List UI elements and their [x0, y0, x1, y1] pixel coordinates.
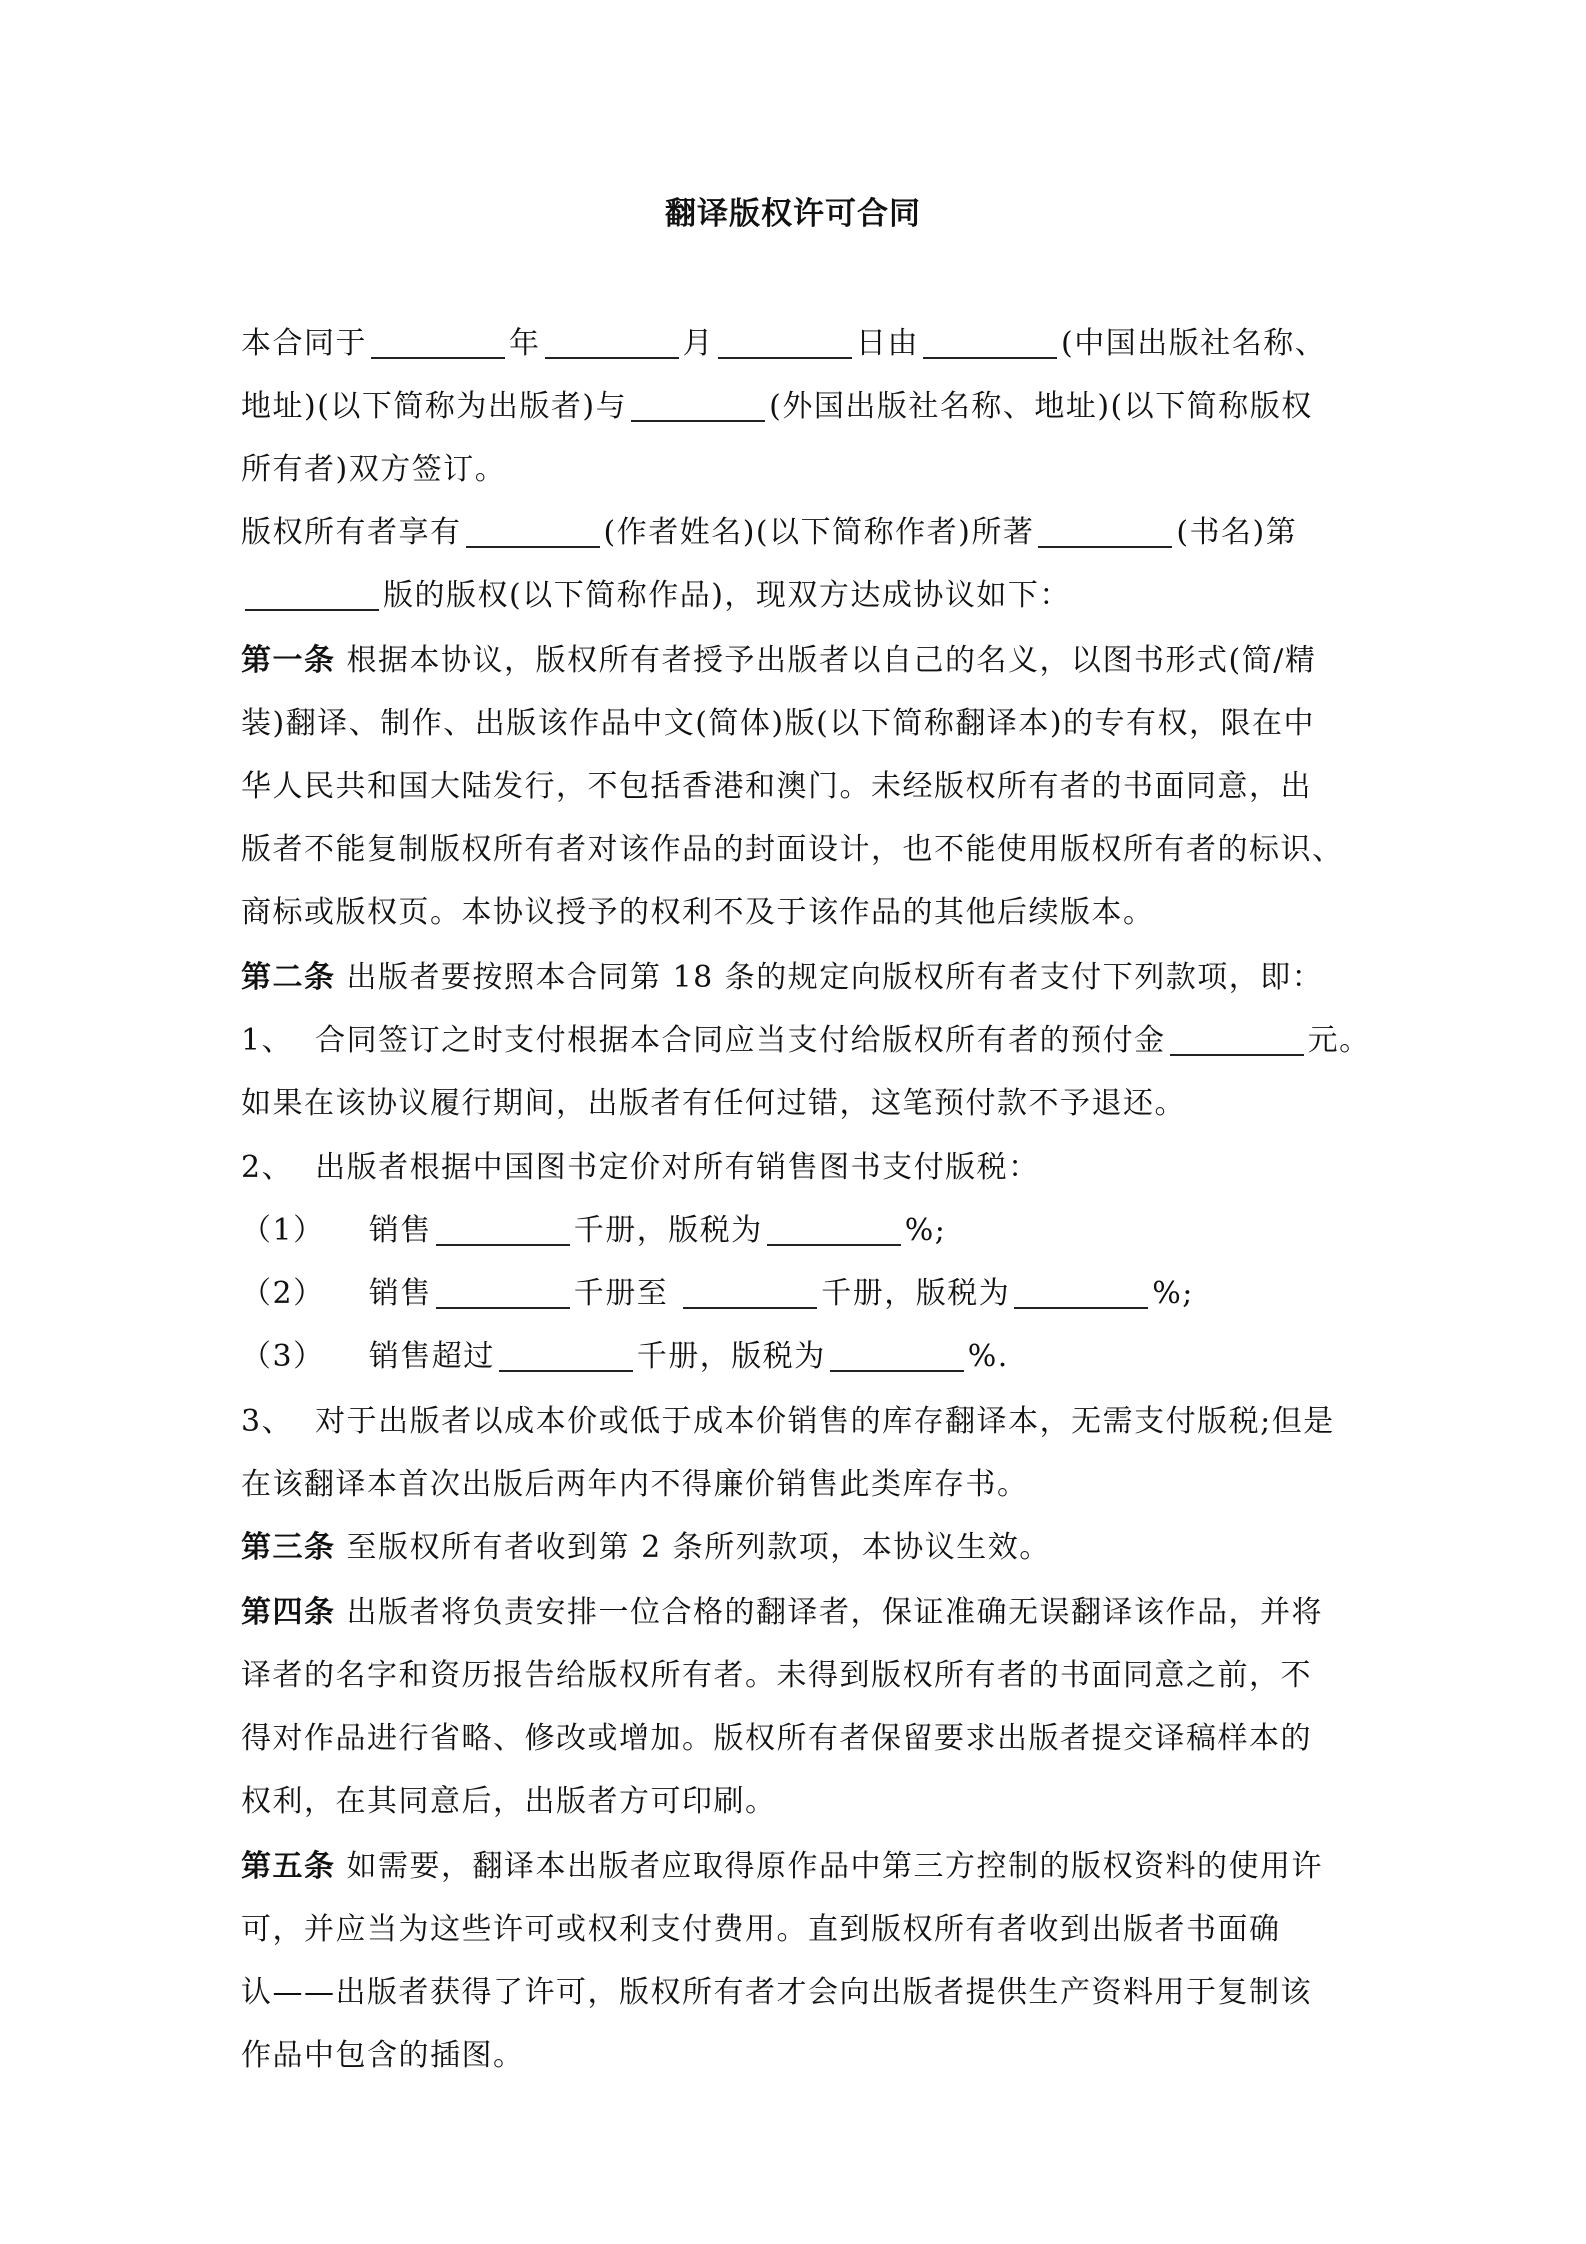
text-line [241, 1908, 1281, 1952]
text-segment: 3、 对于出版者以成本价或低于成本价销售的库存翻译本，无需支付版税;但是 [241, 1404, 1335, 1439]
text-line [241, 1717, 1312, 1761]
text-segment: 译者的名字和资历报告给版权所有者。未得到版权所有者的书面同意之前，不 [241, 1658, 1312, 1693]
text-line [241, 2034, 525, 2078]
blank-field[interactable] [767, 1214, 901, 1246]
text-line [241, 702, 1315, 746]
document-title: 翻译版权许可合同 [665, 196, 921, 232]
text-segment: 在该翻译本首次出版后两年内不得廉价销售此类库存书。 [241, 1467, 1029, 1502]
text-segment: 至版权所有者收到第 2 条所列款项，本协议生效。 [335, 1530, 1051, 1565]
blank-field[interactable] [1170, 1024, 1304, 1056]
text-segment: 千册至 [573, 1276, 680, 1311]
article-heading: 第四条 [241, 1595, 336, 1630]
text-segment: 如果在该协议履行期间，出版者有任何过错，这笔预付款不予退还。 [241, 1086, 1186, 1121]
text-segment: 根据本协议，版权所有者授予出版者以自己的名义，以图书形式(简/精 [335, 643, 1317, 678]
text-segment: %; [1152, 1276, 1194, 1311]
article-heading: 第一条 [241, 643, 336, 678]
blank-field[interactable] [830, 1340, 964, 1372]
text-segment: 可，并应当为这些许可或权利支付费用。直到版权所有者收到出版者书面确 [241, 1912, 1281, 1947]
text-line [241, 1272, 1194, 1316]
blank-field[interactable] [436, 1214, 570, 1246]
text-line [241, 1526, 1051, 1570]
text-line [241, 574, 1071, 618]
blank-field[interactable] [923, 327, 1057, 359]
text-line [241, 828, 1344, 872]
text-segment: 商标或版权页。本协议授予的权利不及于该作品的其他后续版本。 [241, 895, 1155, 930]
blank-field[interactable] [466, 516, 600, 548]
text-segment: 版者不能复制版权所有者对该作品的封面设计，也不能使用版权所有者的标识、 [241, 832, 1344, 867]
text-segment: 年 [509, 326, 541, 361]
text-segment: 所有者)双方签订。 [241, 452, 507, 487]
text-line [241, 1845, 1323, 1889]
text-segment: (作者姓名)(以下简称作者)所著 [603, 515, 1035, 550]
text-segment: 月 [682, 326, 714, 361]
text-segment: %. [967, 1339, 1009, 1374]
text-segment: 元。 [1307, 1023, 1371, 1058]
text-line [241, 448, 506, 492]
text-segment: 2、 出版者根据中国图书定价对所有销售图书支付版税： [241, 1150, 1040, 1185]
blank-field[interactable] [1014, 1277, 1148, 1309]
text-segment: 华人民共和国大陆发行，不包括香港和澳门。未经版权所有者的书面同意，出 [241, 769, 1312, 804]
blank-field[interactable] [371, 327, 505, 359]
text-segment: %; [904, 1213, 947, 1248]
text-line [241, 891, 1155, 935]
blank-field[interactable] [631, 390, 765, 422]
text-segment: 千册，版税为 [821, 1276, 1011, 1311]
text-line [241, 1082, 1186, 1126]
text-segment: 千册，版税为 [573, 1213, 763, 1248]
text-line [241, 1335, 1009, 1379]
text-segment: 1、 合同签订之时支付根据本合同应当支付给版权所有者的预付金 [241, 1023, 1166, 1058]
article-heading: 第三条 [241, 1530, 336, 1565]
text-segment: (中国出版社名称、 [1061, 326, 1327, 361]
text-segment: 权利，在其同意后，出版者方可印刷。 [241, 1784, 777, 1819]
text-segment: 本合同于 [241, 326, 367, 361]
text-segment: 得对作品进行省略、修改或增加。版权所有者保留要求出版者提交译稿样本的 [241, 1721, 1312, 1756]
text-line [241, 385, 1313, 429]
text-line [241, 1019, 1371, 1063]
text-segment: 作品中包含的插图。 [241, 2038, 525, 2073]
text-line [241, 765, 1312, 809]
text-segment: 千册，版税为 [636, 1339, 826, 1374]
text-line [241, 1209, 946, 1253]
text-segment: (书名)第 [1176, 515, 1298, 550]
text-segment: 日由 [856, 326, 919, 361]
text-segment: (外国出版社名称、地址)(以下简称版权 [769, 389, 1313, 424]
text-line [241, 322, 1326, 366]
text-line [241, 511, 1297, 555]
text-segment: （3） 销售超过 [241, 1339, 495, 1374]
text-segment: （2） 销售 [241, 1276, 432, 1311]
blank-field[interactable] [499, 1340, 633, 1372]
text-segment: 出版者要按照本合同第 18 条的规定向版权所有者支付下列款项，即： [335, 960, 1324, 995]
text-segment: 版的版权(以下简称作品)，现双方达成协议如下： [383, 578, 1071, 613]
text-segment: 认——出版者获得了许可，版权所有者才会向出版者提供生产资料用于复制该 [241, 1975, 1312, 2010]
blank-field[interactable] [1038, 516, 1172, 548]
blank-field[interactable] [545, 327, 679, 359]
text-line [241, 1654, 1312, 1698]
text-line [241, 1591, 1323, 1635]
article-heading: 第五条 [241, 1849, 336, 1884]
text-segment: 如需要，翻译本出版者应取得原作品中第三方控制的版权资料的使用许 [335, 1849, 1324, 1884]
blank-field[interactable] [718, 327, 852, 359]
text-line [241, 1463, 1029, 1507]
text-segment: 版权所有者享有 [241, 515, 462, 550]
text-line [241, 1146, 1040, 1190]
text-segment: （1） 销售 [241, 1213, 432, 1248]
text-line [241, 1971, 1312, 2015]
text-line [241, 1780, 777, 1824]
text-line [241, 1400, 1335, 1444]
text-line [241, 956, 1323, 1000]
article-heading: 第二条 [241, 960, 336, 995]
text-segment: 装)翻译、制作、出版该作品中文(简体)版(以下简称翻译本)的专有权，限在中 [241, 706, 1316, 741]
text-line [241, 639, 1316, 683]
text-segment: 地址)(以下简称为出版者)与 [241, 389, 628, 424]
text-segment: 出版者将负责安排一位合格的翻译者，保证准确无误翻译该作品，并将 [335, 1595, 1324, 1630]
blank-field[interactable] [436, 1277, 570, 1309]
blank-field[interactable] [683, 1277, 817, 1309]
blank-field[interactable] [245, 579, 379, 611]
